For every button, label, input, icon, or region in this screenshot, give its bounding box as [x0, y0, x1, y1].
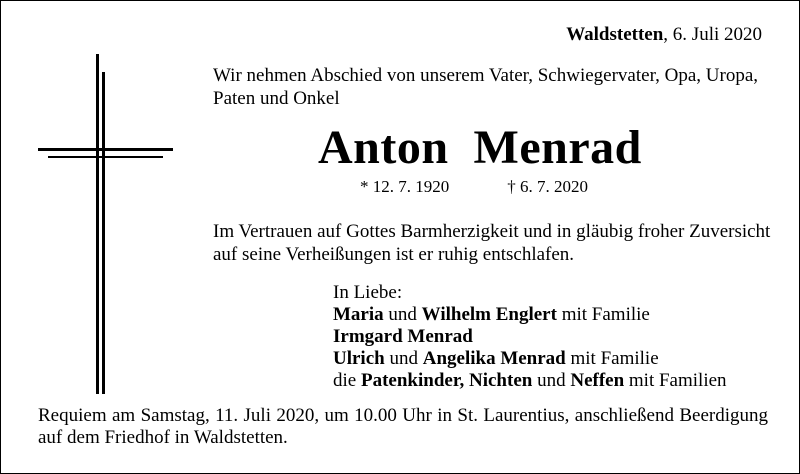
place-date: [566, 24, 762, 46]
cross-icon: [38, 54, 173, 394]
mourner-name: Angelika Menrad: [422, 348, 566, 369]
connector: und: [532, 370, 571, 391]
mourner-name: Irmgard Menrad: [333, 326, 473, 347]
suffix: mit Familien: [624, 370, 727, 391]
mourner-name: Neffen: [570, 370, 625, 391]
deceased-name: Anton Menrad: [318, 121, 642, 174]
suffix: mit Familie: [565, 348, 659, 369]
mourner-name: Maria: [333, 304, 384, 325]
verse-text: Im Vertrauen auf Gottes Barmherzigkeit und in gläubig froher Zuversicht auf seine Verheißungen ist er ruhig entschlafen.: [213, 221, 771, 265]
mourner-line: [333, 370, 727, 392]
mourner-line: [333, 348, 727, 370]
connector: und: [384, 348, 423, 369]
place: Waldstetten: [566, 24, 664, 45]
mourners-block: [333, 282, 727, 392]
mourner-name: Patenkinder, Nichten: [360, 370, 533, 391]
mourner-name: Ulrich: [333, 348, 385, 369]
mourner-line: [333, 304, 727, 326]
date: , 6. Juli 2020: [663, 24, 762, 45]
intro-text: Wir nehmen Abschied von unserem Vater, Schwiegervater, Opa, Uropa, Paten und Onkel: [213, 65, 759, 109]
requiem-text: Requiem am Samstag, 11. Juli 2020, um 10.00 Uhr in St. Laurentius, anschließend Beerdigung auf dem Friedhof in Waldstetten.: [38, 405, 768, 448]
mourner-name: Wilhelm Englert: [421, 304, 557, 325]
prefix: die: [333, 370, 361, 391]
birth-date: * 12. 7. 1920: [360, 177, 450, 196]
death-date: † 6. 7. 2020: [507, 177, 588, 196]
connector: und: [383, 304, 422, 325]
suffix: mit Familie: [556, 304, 650, 325]
life-dates: [360, 177, 588, 197]
mourners-heading: In Liebe:: [333, 282, 403, 303]
mourner-line: [333, 326, 727, 348]
